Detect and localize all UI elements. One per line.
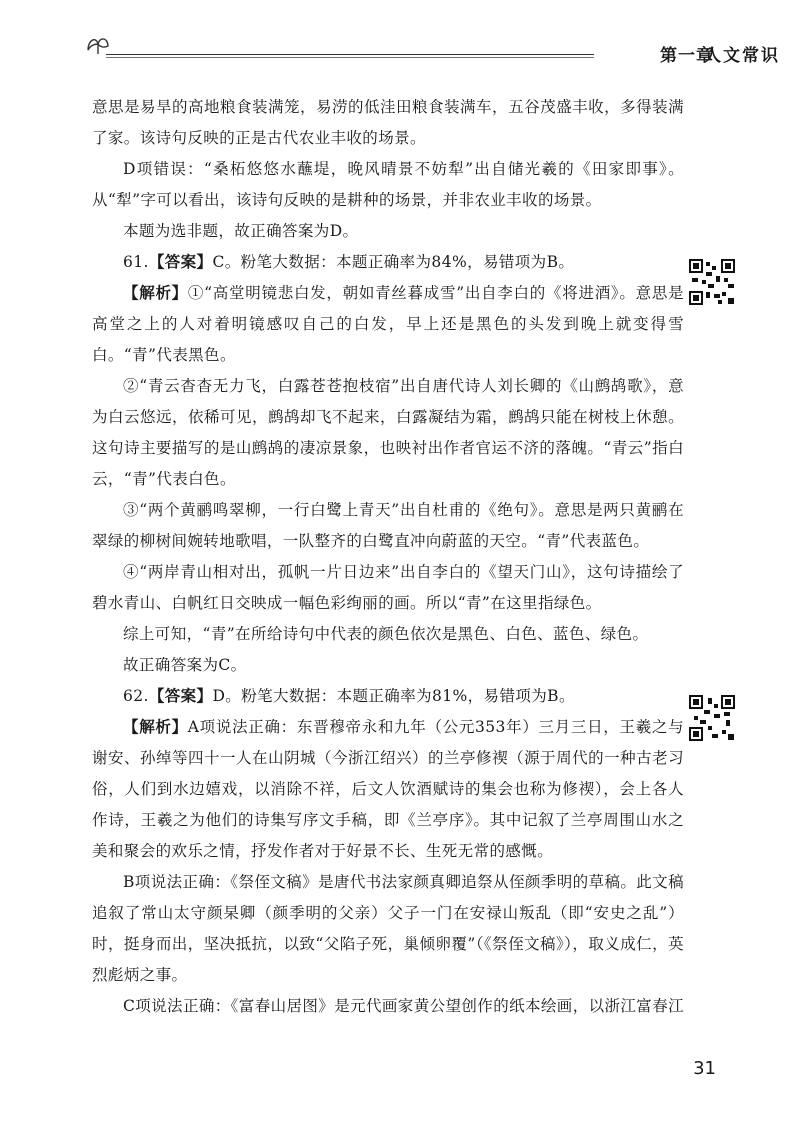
analysis-paragraph bbox=[92, 278, 684, 371]
analysis-item: ④“两岸青山相对出，孤帆一片日边来”出自李白的《望天门山》，这句诗描绘了碧水青山、白帆红日交映成一幅色彩绚丽的画。所以“青”在这里指绿色。 bbox=[92, 563, 684, 612]
analysis-label: 【解析】 bbox=[123, 284, 188, 302]
answer-line bbox=[92, 681, 684, 712]
analysis-item: ②“青云杳杳无力飞，白露苍苍抱枝宿”出自唐代诗人刘长卿的《山鹧鸪歌》，意为白云悠远，依稀可见，鹧鸪却飞不起来，白露凝结为霜，鹧鸪只能在树枝上休憩。这句诗主要描写的是山鹧鸪的凄凉景象，也映衬出作者官运不济的落魄。“青云”指白云，“青”代表白色。 bbox=[92, 377, 684, 488]
chapter-label: 第一章 bbox=[660, 46, 714, 66]
page-number: 31 bbox=[693, 1058, 716, 1079]
analysis-text: ①“高堂明镜悲白发，朝如青丝暮成雪”出自李白的《将进酒》。意思是高堂之上的人对着明镜感叹自己的白发，早上还是黑色的头发到晚上就变得雪白。“青”代表黑色。 bbox=[92, 284, 684, 364]
analysis-paragraph bbox=[92, 712, 684, 867]
answer-label: 【答案】 bbox=[148, 687, 213, 705]
question-61 bbox=[92, 247, 684, 681]
section-title: 人文常识 bbox=[704, 46, 780, 66]
qr-code-icon[interactable] bbox=[688, 258, 736, 306]
qr-code-icon[interactable] bbox=[688, 694, 736, 742]
analysis-item: ③“两个黄鹂鸣翠柳，一行白鹭上青天”出自杜甫的《绝句》。意思是两只黄鹂在翠绿的柳树间婉转地歌唱，一队整齐的白鹭直冲向蔚蓝的天空。“青”代表蓝色。 bbox=[92, 501, 684, 550]
analysis-item: 故正确答案为C。 bbox=[123, 656, 247, 674]
answer-line bbox=[92, 247, 684, 278]
page-header bbox=[84, 30, 790, 70]
answer-text: D。粉笔大数据：本题正确率为81%，易错项为B。 bbox=[212, 687, 575, 705]
paragraph: D项错误：“桑柘悠悠水蘸堤，晚风晴景不妨犁”出自储光羲的《田家即事》。从“犁”字可以看出，该诗句反映的是耕种的场景，并非农业丰收的场景。 bbox=[92, 160, 684, 209]
analysis-text: A项说法正确：东晋穆帝永和九年（公元353年）三月三日，王羲之与谢安、孙绰等四十一人在山阴城（今浙江绍兴）的兰亭修禊（源于周代的一种古老习俗，人们到水边嬉戏，以消除不祥，后文人饮酒赋诗的集会也称为修禊），会上各人作诗，王羲之为他们的诗集写序文手稿，即《兰亭序》。其中记叙了兰亭周围山水之美和聚会的欢乐之情，抒发作者对于好景不长、生死无常的感慨。 bbox=[92, 718, 684, 860]
analysis-item: 综上可知，“青”在所给诗句中代表的颜色依次是黑色、白色、蓝色、绿色。 bbox=[123, 625, 649, 643]
answer-text: C。粉笔大数据：本题正确率为84%，易错项为B。 bbox=[212, 253, 575, 271]
answer-label: 【答案】 bbox=[148, 253, 213, 271]
analysis-item: B项说法正确：《祭侄文稿》是唐代书法家颜真卿追祭从侄颜季明的草稿。此文稿追叙了常山太守颜杲卿（颜季明的父亲）父子一门在安禄山叛乱（即“安史之乱”）时，挺身而出，坚决抵抗，以致“父陷子死，巢倾卵覆”（《祭侄文稿》），取义成仁，英烈彪炳之事。 bbox=[92, 873, 684, 984]
header-rule bbox=[106, 54, 594, 55]
paragraph: 意思是易旱的高地粮食装满笼，易涝的低洼田粮食装满车，五谷茂盛丰收，多得装满了家。该诗句反映的正是古代农业丰收的场景。 bbox=[92, 98, 684, 147]
page-content bbox=[92, 92, 684, 1022]
paragraph: 本题为选非题，故正确答案为D。 bbox=[123, 222, 359, 240]
question-number: 61. bbox=[123, 253, 149, 271]
analysis-label: 【解析】 bbox=[123, 718, 188, 736]
header-rule-secondary bbox=[106, 57, 594, 58]
analysis-item: C项说法正确：《富春山居图》是元代画家黄公望创作的纸本绘画，以浙江富春江 bbox=[123, 997, 685, 1015]
question-number: 62. bbox=[123, 687, 149, 705]
question-62 bbox=[92, 681, 684, 1022]
